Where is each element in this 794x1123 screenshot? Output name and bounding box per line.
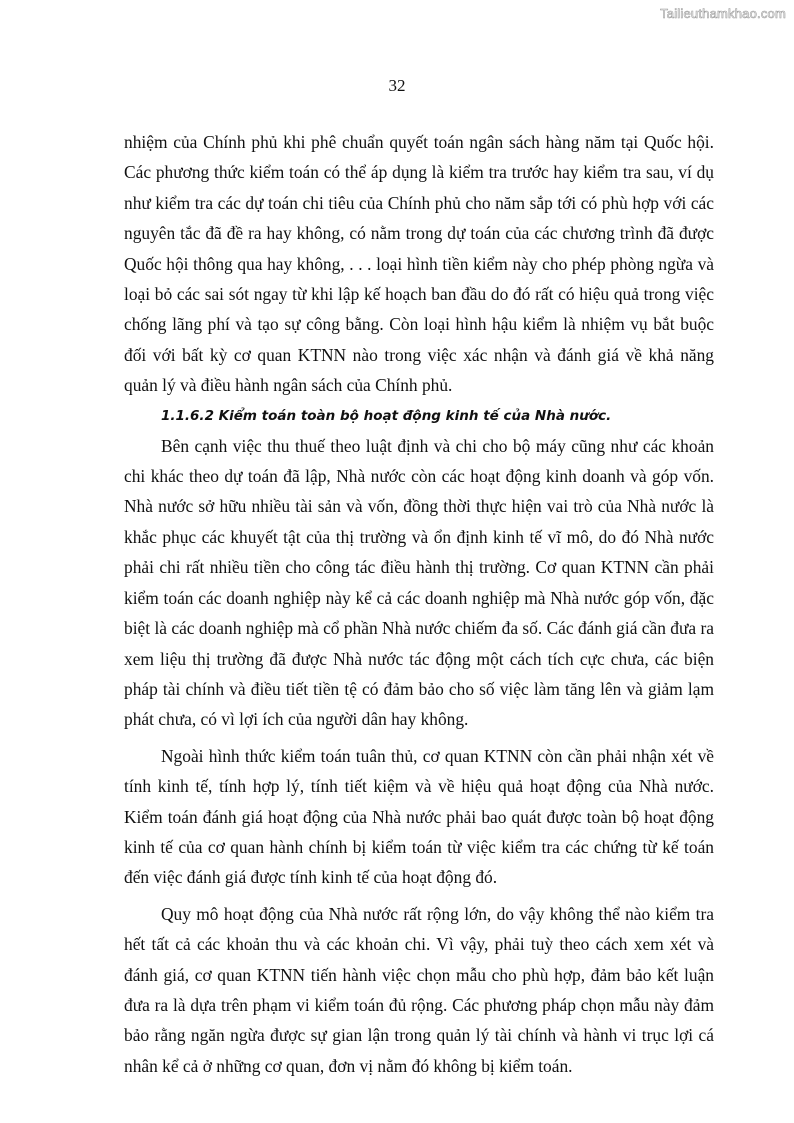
document-body [124,127,714,1081]
page-number: 32 [388,76,406,95]
paragraph-continued: nhiệm của Chính phủ khi phê chuẩn quyết toán ngân sách hàng năm tại Quốc hội. Các phương thức kiểm toán có thể áp dụng là kiểm tra trước hay kiểm tra sau, ví dụ như kiểm tra các dự toán chi tiêu của Chính phủ cho năm sắp tới có phù hợp với các nguyên tắc đã đề ra hay không, có nằm trong dự toán của các chương trình đã được Quốc hội thông qua hay không, . . . loại hình tiền kiểm này cho phép phòng ngừa và loại bỏ các sai sót ngay từ khi lập kế hoạch ban đầu do đó rất có hiệu quả trong việc chống lãng phí và tạo sự công bằng. Còn loại hình hậu kiểm là nhiệm vụ bắt buộc đối với bất kỳ cơ quan KTNN nào trong việc xác nhận và đánh giá về khả năng quản lý và điều hành ngân sách của Chính phủ. [124,132,714,396]
section-heading: 1.1.6.2 Kiểm toán toàn bộ hoạt động kinh tế của Nhà nước. [161,407,612,424]
watermark-text: Tailieuthamkhao.com [660,6,786,21]
paragraph-compliance-audit: Ngoài hình thức kiểm toán tuân thủ, cơ quan KTNN còn cần phải nhận xét về tính kinh tế, tính hợp lý, tính tiết kiệm và về hiệu quả hoạt động của Nhà nước. Kiểm toán đánh giá hoạt động của Nhà nước phải bao quát được toàn bộ hoạt động kinh tế của cơ quan hành chính bị kiểm toán từ việc kiểm tra các chứng từ kế toán đến việc đánh giá được tính kinh tế của hoạt động đó. [124,745,714,888]
paragraph-sampling: Quy mô hoạt động của Nhà nước rất rộng lớn, do vậy không thể nào kiểm tra hết tất cả các khoản thu và các khoản chi. Vì vậy, phải tuỳ theo cách xem xét và đánh giá, cơ quan KTNN tiến hành việc chọn mẫu cho phù hợp, đảm bảo kết luận đưa ra là dựa trên phạm vi kiểm toán đủ rộng. Các phương pháp chọn mẫu này đảm bảo rằng ngăn ngừa được sự gian lận trong quản lý tài chính và hành vi trục lợi cá nhân kể cả ở những cơ quan, đơn vị nằm đó không bị kiểm toán. [124,903,714,1076]
paragraph-economic-activities: Bên cạnh việc thu thuế theo luật định và chi cho bộ máy cũng như các khoản chi khác theo dự toán đã lập, Nhà nước còn các hoạt động kinh doanh và góp vốn. Nhà nước sở hữu nhiều tài sản và vốn, đồng thời thực hiện vai trò của Nhà nước là khắc phục các khuyết tật của thị trường và ổn định kinh tế vĩ mô, do đó Nhà nước phải chi rất nhiều tiền cho công tác điều hành thị trường. Cơ quan KTNN cần phải kiểm toán các doanh nghiệp này kể cả các doanh nghiệp mà Nhà nước góp vốn, đặc biệt là các doanh nghiệp mà cổ phần Nhà nước chiếm đa số. Các đánh giá cần đưa ra xem liệu thị trường đã được Nhà nước tác động một cách tích cực chưa, các biện pháp tài chính và điều tiết tiền tệ có đảm bảo cho số việc làm tăng lên và giảm lạm phát chưa, có vì lợi ích của người dân hay không. [124,435,714,730]
